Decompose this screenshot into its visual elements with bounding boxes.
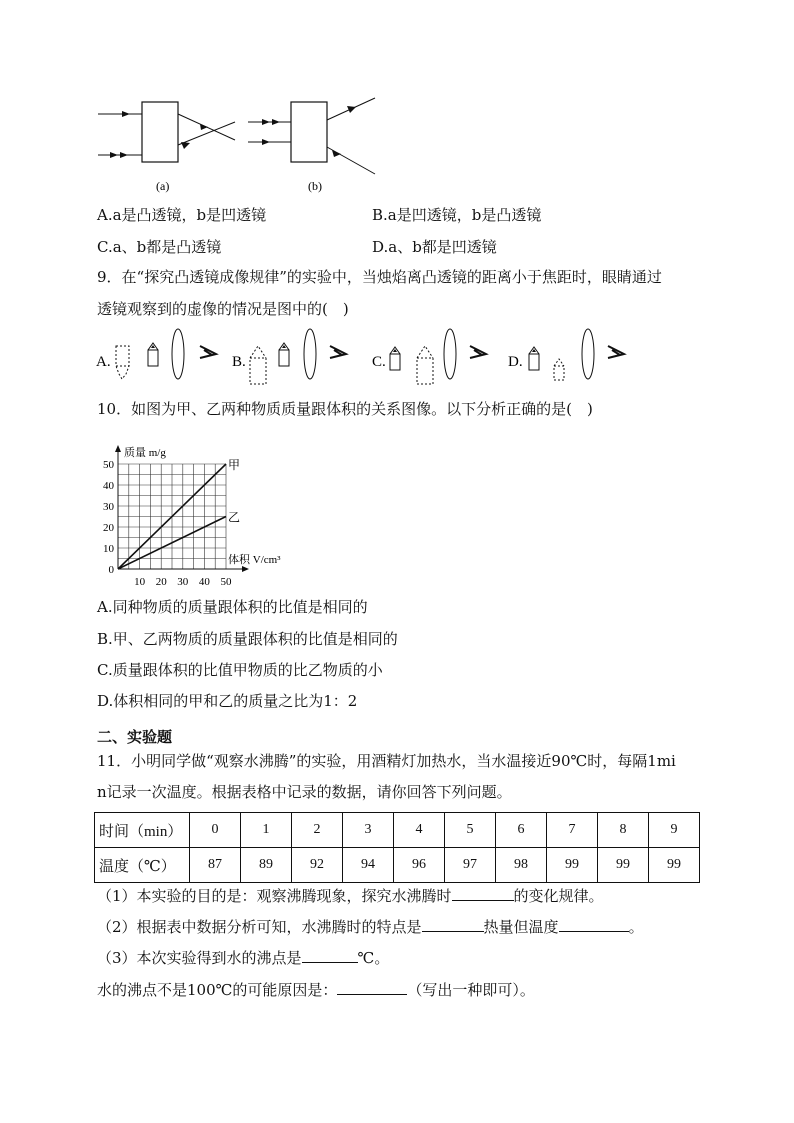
answer-blank[interactable] — [422, 917, 484, 932]
time-cell: 1 — [241, 813, 292, 848]
q8-option-d: D.a、b都是凹透镜 — [372, 238, 497, 256]
q9-option-d — [508, 329, 624, 380]
y-tick-label: 0 — [108, 564, 114, 576]
figure-a-caption: (a) — [156, 179, 170, 193]
x-tick-label: 20 — [155, 576, 167, 588]
q9-stem-line1: 9．在“探究凸透镜成像规律”的实验中，当烛焰离凸透镜的距离小于焦距时，眼睛通过 — [97, 268, 662, 286]
y-tick-label: 30 — [103, 501, 114, 513]
series-label-乙: 乙 — [228, 510, 241, 525]
q11-sub2 — [97, 917, 644, 937]
q11-sub4-text-a: 水的沸点不是100℃的可能原因是： — [97, 981, 338, 999]
q10-option-d: D.体积相同的甲和乙的质量之比为1：2 — [97, 692, 358, 710]
q11-data-table — [94, 812, 700, 883]
x-tick-label: 10 — [134, 576, 146, 588]
time-cell: 9 — [649, 813, 700, 848]
lens-figures — [90, 92, 390, 202]
q9-option-a — [96, 329, 216, 379]
q9-label-d: D. — [508, 354, 523, 370]
y-tick-label: 20 — [103, 522, 114, 534]
x-axis-arrow — [242, 566, 249, 572]
answer-blank[interactable] — [337, 980, 407, 995]
answer-blank[interactable] — [452, 886, 514, 901]
temp-cell: 92 — [292, 848, 343, 883]
q11-sub1 — [97, 886, 604, 906]
q9-label-a: A. — [96, 354, 111, 370]
q8-option-b: B.a是凹透镜，b是凸透镜 — [372, 206, 542, 224]
temp-cell: 99 — [649, 848, 700, 883]
figure-b — [248, 98, 375, 193]
row-header-temperature: 温度（℃） — [95, 848, 190, 883]
table-row-temperature — [95, 848, 700, 883]
q11-stem-line2: n记录一次温度。根据表格中记录的数据，请你回答下列问题。 — [97, 783, 512, 801]
q9-label-b: B. — [232, 354, 246, 370]
y-tick-label: 50 — [103, 459, 114, 471]
time-cell: 3 — [343, 813, 394, 848]
q9-option-c — [372, 329, 486, 384]
temp-cell: 87 — [190, 848, 241, 883]
y-tick-label: 10 — [103, 543, 114, 555]
x-axis-title: 体积 V/cm³ — [228, 554, 281, 566]
q9-stem-line2: 透镜观察到的虚像的情况是图中的( ) — [97, 300, 349, 318]
q11-sub3 — [97, 948, 389, 968]
y-axis-title: 质量 m/g — [124, 447, 166, 459]
q10-option-a: A.同种物质的质量跟体积的比值是相同的 — [97, 598, 368, 616]
q10-stem: 10．如图为甲、乙两种物质质量跟体积的关系图像。以下分析正确的是( ) — [97, 400, 593, 418]
answer-blank[interactable] — [302, 948, 358, 963]
x-tick-label: 40 — [198, 576, 210, 588]
answer-blank[interactable] — [559, 917, 629, 932]
q9-image-options — [92, 328, 652, 386]
q11-stem-line1: 11．小明同学做“观察水沸腾”的实验，用酒精灯加热水，当水温接近90℃时，每隔1mi — [97, 752, 676, 770]
time-cell: 7 — [547, 813, 598, 848]
figure-a — [98, 102, 235, 193]
q11-sub2-text-b: 热量但温度 — [483, 918, 559, 936]
time-cell: 0 — [190, 813, 241, 848]
figure-b-caption: (b) — [308, 179, 322, 193]
q11-sub4 — [97, 980, 535, 1000]
temp-cell: 99 — [598, 848, 649, 883]
q11-sub3-text-a: （3）本次实验得到水的沸点是 — [97, 949, 302, 967]
temp-cell: 94 — [343, 848, 394, 883]
time-cell: 5 — [445, 813, 496, 848]
temp-cell: 96 — [394, 848, 445, 883]
q11-sub3-text-b: ℃。 — [357, 949, 390, 967]
y-tick-label: 40 — [103, 480, 114, 492]
q11-sub1-text-b: 的变化规律。 — [513, 887, 604, 905]
q9-option-b — [232, 329, 346, 384]
q11-sub1-text-a: （1）本实验的目的是：观察沸腾现象，探究水沸腾时 — [97, 887, 452, 905]
q8-option-a: A.a是凸透镜，b是凹透镜 — [97, 206, 267, 224]
q9-label-c: C. — [372, 354, 386, 370]
section-title: 二、实验题 — [97, 728, 173, 746]
q11-sub2-text-a: （2）根据表中数据分析可知，水沸腾时的特点是 — [97, 918, 422, 936]
q10-mass-volume-chart — [96, 432, 296, 592]
time-cell: 6 — [496, 813, 547, 848]
temp-cell: 98 — [496, 848, 547, 883]
temp-cell: 97 — [445, 848, 496, 883]
table-row-time — [95, 813, 700, 848]
series-label-甲: 甲 — [228, 458, 241, 472]
time-cell: 2 — [292, 813, 343, 848]
temp-cell: 99 — [547, 848, 598, 883]
q11-sub2-text-c: 。 — [628, 918, 644, 936]
temp-cell: 89 — [241, 848, 292, 883]
row-header-time: 时间（min） — [95, 813, 190, 848]
q8-option-c: C.a、b都是凸透镜 — [97, 238, 222, 256]
q11-sub4-text-b: （写出一种即可）。 — [407, 981, 535, 999]
time-cell: 4 — [394, 813, 445, 848]
x-tick-label: 30 — [177, 576, 189, 588]
time-cell: 8 — [598, 813, 649, 848]
q10-option-c: C.质量跟体积的比值甲物质的比乙物质的小 — [97, 661, 383, 679]
y-axis-arrow — [115, 445, 121, 452]
x-tick-label: 50 — [220, 576, 232, 588]
q10-option-b: B.甲、乙两物质的质量跟体积的比值是相同的 — [97, 630, 398, 648]
